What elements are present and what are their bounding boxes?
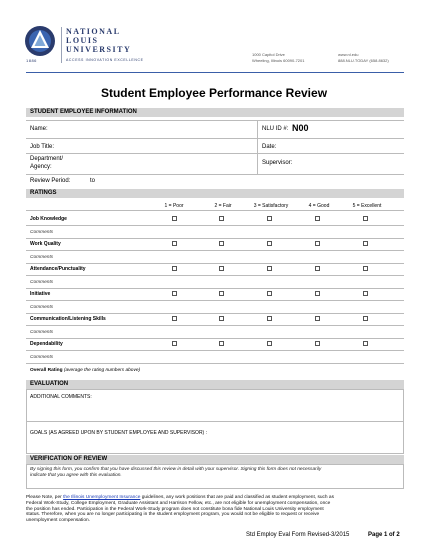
address-line-1: 1000 Capitol Drive bbox=[252, 52, 285, 57]
row-divider bbox=[26, 313, 404, 314]
logo-line-louis: LOUIS bbox=[66, 36, 99, 45]
row-divider bbox=[26, 275, 404, 276]
rating-checkbox[interactable] bbox=[267, 291, 272, 296]
row-divider bbox=[26, 263, 404, 264]
address-line-2: Wheeling, Illinois 60090-7201 bbox=[252, 58, 305, 63]
row-divider bbox=[26, 120, 404, 121]
footer-note bbox=[26, 495, 406, 524]
supervisor-label: Supervisor: bbox=[262, 160, 293, 166]
rating-checkbox[interactable] bbox=[267, 266, 272, 271]
scale-label-satisfactory: 3 = Satisfactory bbox=[253, 203, 289, 209]
rating-checkbox[interactable] bbox=[219, 216, 224, 221]
rating-checkbox[interactable] bbox=[172, 266, 177, 271]
column-divider bbox=[257, 120, 258, 174]
rating-checkbox[interactable] bbox=[172, 216, 177, 221]
row-divider bbox=[26, 138, 404, 139]
row-divider bbox=[26, 250, 404, 251]
phone-text: 888.NLU.TODAY (658.8632) bbox=[338, 58, 389, 63]
rating-checkbox[interactable] bbox=[172, 241, 177, 246]
footer-note-post: guidelines, any work positions that are paid and classified as student employment, such as bbox=[140, 495, 334, 500]
rating-checkbox[interactable] bbox=[315, 216, 320, 221]
rating-checkbox[interactable] bbox=[315, 316, 320, 321]
goals-label: GOALS (AS AGREED UPON BY STUDENT EMPLOYEE AND SUPERVISOR) : bbox=[30, 430, 207, 436]
row-divider bbox=[26, 325, 404, 326]
logo-tagline: ACCESS INNOVATION EXCELLENCE bbox=[66, 58, 144, 62]
logo-line-national: NATIONAL bbox=[66, 27, 121, 36]
rating-checkbox[interactable] bbox=[363, 341, 368, 346]
footer-note-line-3: the position has ended. Participation in the Federal Work-Study program does not constitute bona fide National Louis University employment bbox=[26, 506, 324, 512]
comments-communication[interactable]: Comments bbox=[30, 330, 54, 335]
founding-year: 1886 bbox=[26, 58, 37, 63]
rating-checkbox[interactable] bbox=[363, 316, 368, 321]
rating-checkbox[interactable] bbox=[219, 316, 224, 321]
row-divider bbox=[26, 288, 404, 289]
nlu-id-label: NLU ID #: bbox=[262, 126, 289, 132]
footer-note-line-5: unemployment compensation. bbox=[26, 518, 90, 524]
job-title-label: Job Title: bbox=[30, 144, 55, 150]
comments-job-knowledge[interactable]: Comments bbox=[30, 230, 54, 235]
rating-checkbox[interactable] bbox=[363, 241, 368, 246]
row-divider bbox=[26, 225, 404, 226]
criterion-job-knowledge: Job Knowledge bbox=[30, 216, 67, 222]
criterion-work-quality: Work Quality bbox=[30, 241, 61, 247]
verification-text-1: By signing this form, you confirm that you have discussed this review in detail with your supervisor. Signing this form does not necessarily bbox=[30, 467, 322, 472]
comments-attendance[interactable]: Comments bbox=[30, 280, 54, 285]
nlu-id-value[interactable]: N00 bbox=[292, 123, 309, 133]
scale-label-good: 4 = Good bbox=[308, 203, 330, 209]
overall-rating-label: Overall Rating bbox=[30, 368, 63, 373]
rating-checkbox[interactable] bbox=[219, 291, 224, 296]
criterion-communication: Communication/Listening Skills bbox=[30, 316, 106, 322]
name-label: Name: bbox=[30, 126, 48, 132]
criterion-attendance: Attendance/Punctuality bbox=[30, 266, 86, 272]
row-divider bbox=[26, 350, 404, 351]
page-number: Page 1 of 2 bbox=[368, 532, 400, 538]
rating-checkbox[interactable] bbox=[219, 266, 224, 271]
website-text: www.nl.edu bbox=[338, 52, 359, 57]
comments-initiative[interactable]: Comments bbox=[30, 305, 54, 310]
rating-checkbox[interactable] bbox=[315, 341, 320, 346]
rating-checkbox[interactable] bbox=[172, 291, 177, 296]
rating-checkbox[interactable] bbox=[219, 341, 224, 346]
criterion-initiative: Initiative bbox=[30, 291, 51, 297]
review-period-to-label: to bbox=[90, 178, 96, 184]
row-divider bbox=[26, 238, 404, 239]
verification-text-2: indicate that you agree with this evaluation. bbox=[30, 473, 122, 478]
review-period-label: Review Period: bbox=[30, 178, 71, 184]
unemployment-insurance-link[interactable]: the Illinois Unemployment Insurance bbox=[63, 495, 141, 500]
row-divider bbox=[26, 153, 404, 154]
rating-checkbox[interactable] bbox=[267, 241, 272, 246]
scale-label-poor: 1 = Poor bbox=[164, 203, 184, 209]
criterion-dependability: Dependability bbox=[30, 341, 63, 347]
footer-note-pre: Please Note, per bbox=[26, 495, 64, 500]
row-divider bbox=[26, 174, 404, 175]
rating-checkbox[interactable] bbox=[315, 241, 320, 246]
additional-comments-label: ADDITIONAL COMMENTS: bbox=[30, 394, 92, 400]
section-header-verification: VERIFICATION OF REVIEW bbox=[26, 455, 404, 464]
rating-checkbox[interactable] bbox=[363, 291, 368, 296]
university-logo-icon bbox=[24, 25, 56, 57]
rating-checkbox[interactable] bbox=[315, 266, 320, 271]
date-label: Date: bbox=[262, 144, 277, 150]
rating-checkbox[interactable] bbox=[172, 316, 177, 321]
row-divider bbox=[26, 338, 404, 339]
overall-rating-note: (average the rating numbers above) bbox=[63, 368, 141, 373]
goals-box[interactable] bbox=[26, 422, 404, 454]
section-header-evaluation: EVALUATION bbox=[26, 380, 404, 389]
footer-note-line-2: Federal Work-Study, College Employment, Graduate Assistant and Harrison Fellow, etc., are not eligible for unemployment compensation, once bbox=[26, 500, 331, 506]
rating-checkbox[interactable] bbox=[267, 216, 272, 221]
rating-checkbox[interactable] bbox=[267, 341, 272, 346]
rating-checkbox[interactable] bbox=[267, 316, 272, 321]
department-label-1: Department/ bbox=[30, 156, 64, 162]
rating-checkbox[interactable] bbox=[363, 266, 368, 271]
department-label-2: Agency: bbox=[30, 164, 52, 170]
scale-label-fair: 2 = Fair bbox=[214, 203, 232, 209]
header-rule bbox=[26, 72, 404, 73]
logo-line-university: UNIVERSITY bbox=[66, 45, 132, 54]
scale-label-excellent: 5 = Excellent bbox=[352, 203, 382, 209]
rating-checkbox[interactable] bbox=[172, 341, 177, 346]
overall-rating-row bbox=[30, 368, 140, 373]
form-title: Student Employee Performance Review bbox=[100, 86, 328, 100]
form-revision-id: Std Employ Eval Form Revised-3/2015 bbox=[246, 532, 350, 538]
comments-work-quality[interactable]: Comments bbox=[30, 255, 54, 260]
row-divider bbox=[26, 210, 404, 211]
rating-checkbox[interactable] bbox=[363, 216, 368, 221]
rating-checkbox[interactable] bbox=[219, 241, 224, 246]
section-header-student-info: STUDENT EMPLOYEE INFORMATION bbox=[26, 108, 404, 117]
rating-checkbox[interactable] bbox=[315, 291, 320, 296]
logo-divider bbox=[61, 27, 62, 63]
comments-dependability[interactable]: Comments bbox=[30, 355, 54, 360]
footer-note-line-4: status. Therefore, when you are no longer participating in the student employment program, you would not be eligible to request or receive bbox=[26, 512, 320, 518]
row-divider bbox=[26, 363, 404, 364]
section-header-ratings: RATINGS bbox=[26, 189, 404, 198]
row-divider bbox=[26, 300, 404, 301]
